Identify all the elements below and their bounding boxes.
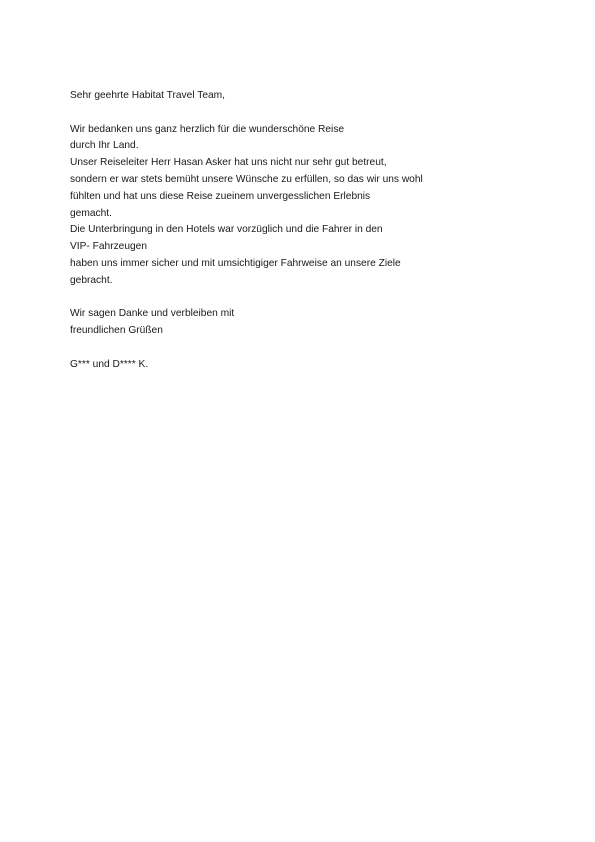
body-line: Unser Reiseleiter Herr Hasan Asker hat uns nicht nur sehr gut betreut, bbox=[70, 157, 387, 169]
body-line: Die Unterbringung in den Hotels war vorzüglich und die Fahrer in den bbox=[70, 224, 383, 236]
body-line: gebracht. bbox=[70, 274, 113, 286]
body-line: durch Ihr Land. bbox=[70, 140, 139, 152]
signature: G*** und D**** K. bbox=[70, 358, 149, 370]
body-line: gemacht. bbox=[70, 207, 112, 219]
body-line: haben uns immer sicher und mit umsichtigiger Fahrweise an unsere Ziele bbox=[70, 257, 401, 269]
closing-line: freundlichen Grüßen bbox=[70, 325, 163, 337]
paragraph-gap bbox=[70, 105, 540, 122]
body-line: sondern er war stets bemüht unsere Wünsche zu erfüllen, so das wir uns wohl bbox=[70, 173, 423, 185]
salutation: Sehr geehrte Habitat Travel Team, bbox=[70, 90, 225, 101]
letter-body bbox=[70, 88, 540, 374]
body-line: VIP- Fahrzeugen bbox=[70, 241, 148, 253]
body-line: fühlten und hat uns diese Reise zueinem unvergesslichen Erlebnis bbox=[70, 190, 371, 202]
paragraph-gap bbox=[70, 290, 540, 307]
closing-line: Wir sagen Danke und verbleiben mit bbox=[70, 308, 235, 320]
body-line: Wir bedanken uns ganz herzlich für die wunderschöne Reise bbox=[70, 123, 345, 135]
paragraph-gap bbox=[70, 340, 540, 357]
